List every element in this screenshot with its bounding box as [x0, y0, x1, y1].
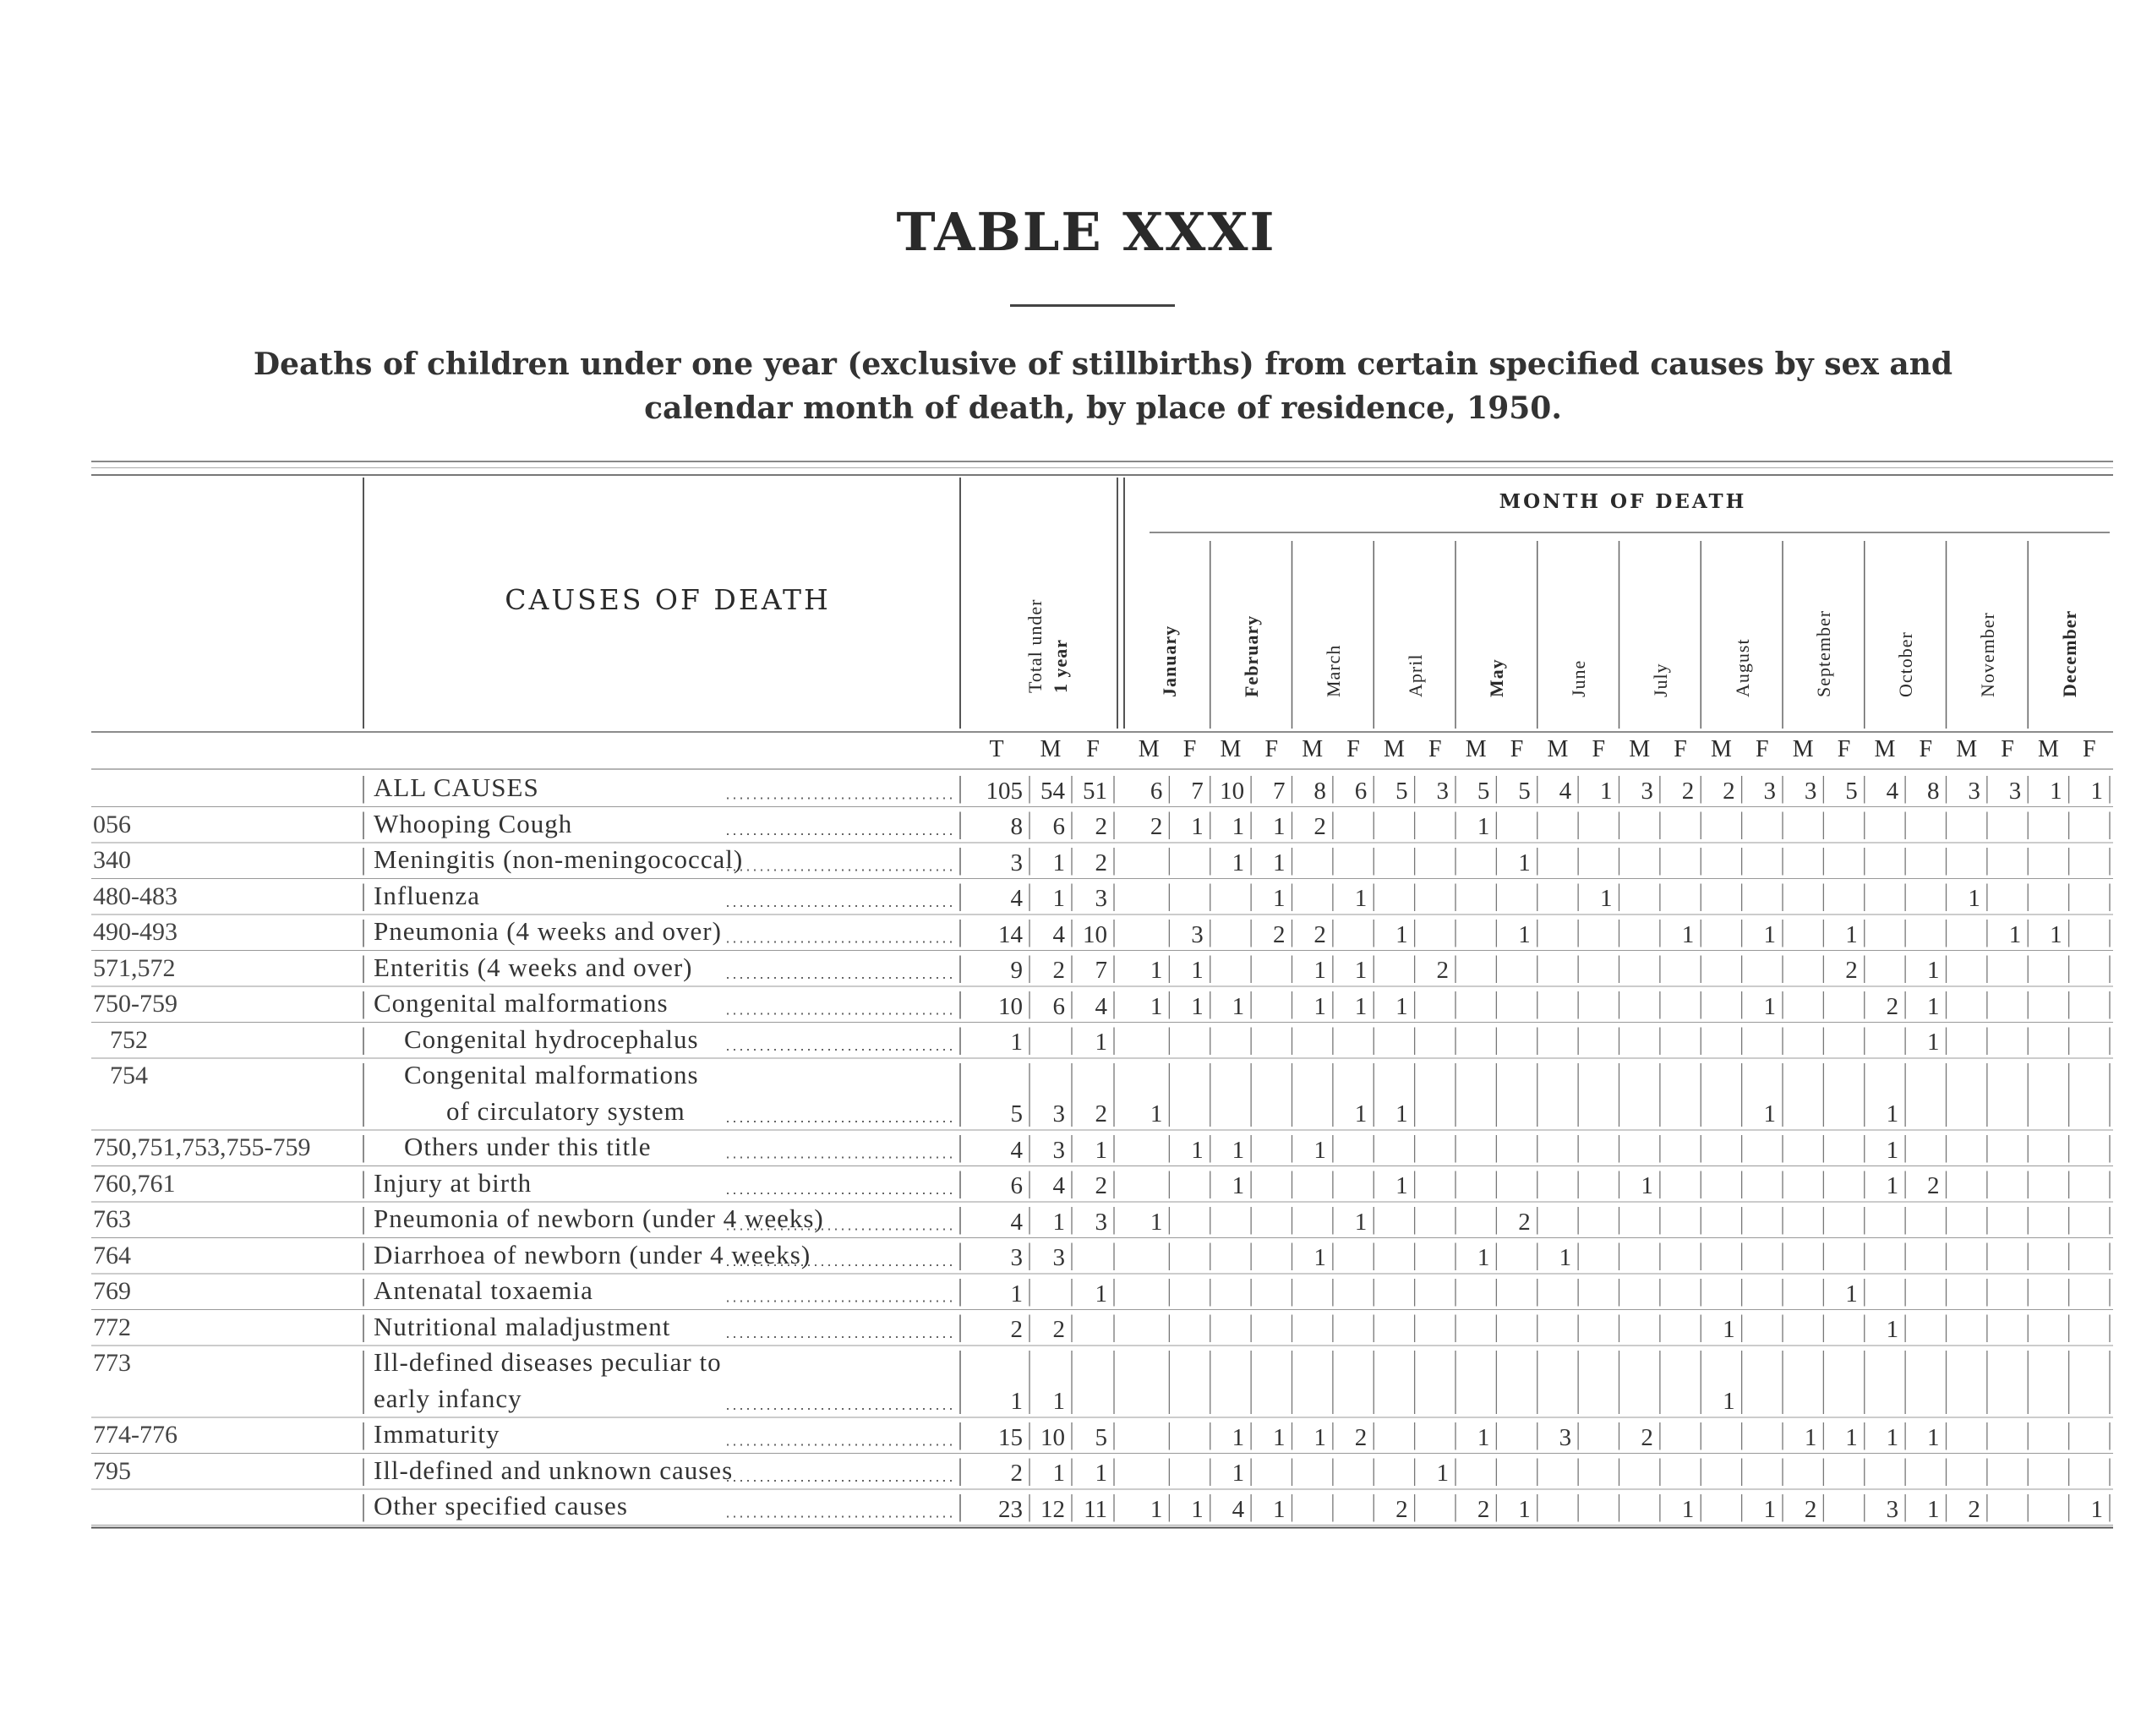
value-cell: 1	[1232, 849, 1245, 876]
row-cause: Whooping Cough	[374, 808, 573, 838]
value-cell: 1	[1354, 1208, 1368, 1236]
row-code: 340	[93, 846, 131, 874]
value-cell: 1	[1095, 1460, 1107, 1487]
value-cell: 6	[1052, 813, 1065, 840]
month-label-march: March	[1322, 644, 1344, 697]
value-cell: 4	[1559, 777, 1572, 805]
month-of-death-header: MONTH OF DEATH	[1499, 490, 1747, 513]
value-cell: 1	[1477, 1244, 1490, 1271]
value-cell: 1	[1681, 1495, 1695, 1523]
subheader-december-f: F	[2083, 736, 2096, 762]
month-label-october: October	[1895, 631, 1917, 697]
value-cell: 1	[1150, 1208, 1163, 1236]
value-cell: 1	[1052, 1208, 1065, 1236]
row-cause: Nutritional maladjustment	[374, 1311, 671, 1341]
one-year-label: 1 year	[1050, 638, 1071, 693]
row-cause: Antenatal toxaemia	[374, 1275, 593, 1305]
value-cell: 2	[1723, 777, 1735, 805]
value-cell: 1	[1354, 885, 1368, 912]
value-cell: 10	[1040, 1423, 1065, 1451]
row-code: 764	[93, 1241, 131, 1269]
value-cell: 5	[1845, 777, 1858, 805]
month-label-april: April	[1404, 653, 1426, 697]
value-cell: 1	[1354, 1100, 1368, 1127]
subheader-july-f: F	[1674, 736, 1687, 762]
value-cell: 4	[1010, 1208, 1023, 1236]
value-cell: 3	[1191, 920, 1204, 948]
value-cell: 3	[1052, 1100, 1065, 1127]
row-cause: Ill-defined and unknown causes	[374, 1455, 734, 1485]
value-cell: 1	[1886, 1423, 1899, 1451]
value-cell: 54	[1040, 777, 1065, 805]
subtitle-line-2: calendar month of death, by place of residence, 1950.	[644, 390, 1562, 426]
value-cell: 3	[1095, 885, 1107, 912]
value-cell: 1	[1927, 1423, 1940, 1451]
value-cell: 1	[2090, 777, 2103, 805]
value-cell: 1	[1191, 992, 1204, 1020]
row-code: 750,751,753,755-759	[93, 1133, 311, 1161]
value-cell: 4	[1095, 992, 1107, 1020]
value-cell: 1	[1354, 992, 1368, 1020]
value-cell: 7	[1191, 777, 1204, 805]
month-label-december: December	[2058, 609, 2080, 697]
subheader-april-m: M	[1383, 736, 1405, 762]
value-cell: 8	[1927, 777, 1940, 805]
value-cell: 23	[998, 1495, 1023, 1523]
value-cell: 1	[1150, 957, 1163, 984]
value-cell: 4	[1010, 885, 1023, 912]
row-cause-cont: of circulatory system	[446, 1095, 685, 1126]
value-cell: 1	[1845, 1423, 1858, 1451]
value-cell: 1	[1886, 1136, 1899, 1164]
subheader-may-f: F	[1510, 736, 1524, 762]
value-cell: 7	[1273, 777, 1286, 805]
value-cell: 1	[1232, 1423, 1245, 1451]
value-cell: 1	[2050, 777, 2062, 805]
value-cell: 6	[1354, 777, 1368, 805]
subheader-march-f: F	[1346, 736, 1360, 762]
value-cell: 2	[1681, 777, 1695, 805]
month-label-november: November	[1976, 612, 1998, 697]
value-cell: 6	[1150, 777, 1163, 805]
value-cell: 12	[1040, 1495, 1065, 1523]
value-cell: 3	[1095, 1208, 1107, 1236]
value-cell: 2	[1395, 1495, 1408, 1523]
value-cell: 3	[1763, 777, 1776, 805]
value-cell: 1	[1763, 920, 1776, 948]
value-cell: 1	[1095, 1136, 1107, 1164]
row-cause: Congenital malformations	[404, 1060, 699, 1089]
row-cause: Other specified causes	[374, 1491, 628, 1520]
value-cell: 1	[1095, 1280, 1107, 1307]
value-cell: 1	[1232, 992, 1245, 1020]
value-cell: 2	[1095, 1100, 1107, 1127]
value-cell: 1	[1150, 1495, 1163, 1523]
row-code: 750-759	[93, 990, 178, 1018]
value-cell: 4	[1232, 1495, 1245, 1523]
value-cell: 2	[1886, 992, 1899, 1020]
subheader-february-f: F	[1264, 736, 1279, 762]
value-cell: 1	[1886, 1316, 1899, 1343]
row-cause: Congenital malformations	[374, 988, 669, 1018]
value-cell: 51	[1083, 777, 1107, 805]
row-cause: Pneumonia (4 weeks and over)	[374, 916, 722, 946]
row-code: 772	[93, 1313, 131, 1341]
value-cell: 1	[1273, 1423, 1286, 1451]
value-cell: 1	[1232, 813, 1245, 840]
value-cell: 10	[1220, 777, 1245, 805]
row-code: 754	[110, 1062, 148, 1089]
value-cell: 4	[1052, 920, 1065, 948]
row-cause: Diarrhoea of newborn (under 4 weeks)	[374, 1239, 811, 1269]
value-cell: 1	[1968, 885, 1980, 912]
value-cell: 1	[1763, 1495, 1776, 1523]
value-cell: 3	[1436, 777, 1449, 805]
row-cause: Congenital hydrocephalus	[404, 1024, 699, 1054]
row-code: 752	[110, 1025, 148, 1054]
value-cell: 1	[1927, 957, 1940, 984]
value-cell: 1	[1232, 1136, 1245, 1164]
value-cell: 5	[1518, 777, 1531, 805]
value-cell: 1	[1395, 1100, 1408, 1127]
row-cause-cont: early infancy	[374, 1383, 522, 1413]
value-cell: 1	[1477, 813, 1490, 840]
value-cell: 14	[998, 920, 1023, 948]
value-cell: 10	[998, 992, 1023, 1020]
value-cell: 1	[1927, 1495, 1940, 1523]
value-cell: 2	[1314, 920, 1326, 948]
value-cell: 8	[1314, 777, 1326, 805]
value-cell: 3	[1886, 1495, 1899, 1523]
value-cell: 1	[1150, 992, 1163, 1020]
table-title: TABLE XXXI	[896, 201, 1276, 263]
value-cell: 1	[1395, 992, 1408, 1020]
row-cause: ALL CAUSES	[374, 772, 539, 802]
value-cell: 2	[1927, 1172, 1940, 1199]
value-cell: 1	[1314, 1244, 1326, 1271]
value-cell: 1	[1273, 1495, 1286, 1523]
value-cell: 1	[1477, 1423, 1490, 1451]
row-cause: Others under this title	[404, 1132, 652, 1161]
row-cause: Ill-defined diseases peculiar to	[374, 1347, 722, 1377]
value-cell: 1	[1641, 1172, 1653, 1199]
month-label-january: January	[1159, 625, 1181, 697]
value-cell: 1	[1273, 849, 1286, 876]
value-cell: 1	[1191, 1495, 1204, 1523]
value-cell: 1	[1010, 1029, 1023, 1056]
value-cell: 8	[1010, 813, 1023, 840]
value-cell: 1	[1052, 885, 1065, 912]
row-code: 760,761	[93, 1169, 176, 1198]
subheader-june-f: F	[1592, 736, 1606, 762]
value-cell: 2	[1052, 1316, 1065, 1343]
value-cell: 1	[1150, 1100, 1163, 1127]
value-cell: 2	[1095, 813, 1107, 840]
month-label-may: May	[1486, 658, 1508, 697]
subheader-march-m: M	[1302, 736, 1324, 762]
value-cell: 1	[1436, 1460, 1449, 1487]
value-cell: 2	[1804, 1495, 1817, 1523]
row-code: 773	[93, 1349, 131, 1377]
value-cell: 3	[1052, 1244, 1065, 1271]
value-cell: 2	[1968, 1495, 1980, 1523]
value-cell: 1	[1559, 1244, 1572, 1271]
value-cell: 3	[1559, 1423, 1572, 1451]
value-cell: 5	[1010, 1100, 1023, 1127]
value-cell: 3	[1968, 777, 1980, 805]
value-cell: 4	[1052, 1172, 1065, 1199]
value-cell: 3	[1804, 777, 1817, 805]
value-cell: 4	[1010, 1136, 1023, 1164]
value-cell: 1	[1845, 1280, 1858, 1307]
subheader-february-m: M	[1220, 736, 1242, 762]
value-cell: 2	[1010, 1460, 1023, 1487]
value-cell: 4	[1886, 777, 1899, 805]
subheader-august-m: M	[1710, 736, 1732, 762]
value-cell: 1	[1273, 885, 1286, 912]
value-cell: 1	[1723, 1316, 1735, 1343]
row-cause: Injury at birth	[374, 1167, 532, 1198]
subheader-january-f: F	[1182, 736, 1197, 762]
value-cell: 2	[1095, 1172, 1107, 1199]
value-cell: 1	[1191, 957, 1204, 984]
value-cell: 1	[1052, 1460, 1065, 1487]
value-cell: 2	[1150, 813, 1163, 840]
subheader-october-f: F	[1919, 736, 1933, 762]
value-cell: 2	[1273, 920, 1286, 948]
row-code: 056	[93, 810, 131, 838]
value-cell: 5	[1095, 1423, 1107, 1451]
value-cell: 1	[1273, 813, 1286, 840]
total-under-label: Total under	[1024, 598, 1046, 693]
row-cause: Enteritis (4 weeks and over)	[374, 952, 693, 982]
month-label-september: September	[1813, 609, 1835, 697]
value-cell: 1	[2090, 1495, 2103, 1523]
value-cell: 2	[1845, 957, 1858, 984]
value-cell: 1	[1232, 1460, 1245, 1487]
subheader-t: T	[989, 736, 1004, 762]
value-cell: 1	[1395, 1172, 1408, 1199]
value-cell: 1	[1723, 1388, 1735, 1415]
subheader-may-m: M	[1465, 736, 1487, 762]
subheader-december-m: M	[2037, 736, 2059, 762]
row-code: 480-483	[93, 882, 178, 910]
value-cell: 2	[1095, 849, 1107, 876]
subheader-july-m: M	[1629, 736, 1651, 762]
value-cell: 2	[1641, 1423, 1653, 1451]
value-cell: 1	[1354, 957, 1368, 984]
value-cell: 1	[1600, 885, 1613, 912]
value-cell: 1	[1927, 992, 1940, 1020]
month-label-february: February	[1241, 614, 1263, 697]
row-cause: Meningitis (non-meningococcal)	[374, 844, 744, 874]
value-cell: 105	[986, 777, 1023, 805]
subheader-october-m: M	[1874, 736, 1896, 762]
value-cell: 1	[1191, 813, 1204, 840]
value-cell: 11	[1084, 1495, 1107, 1523]
row-cause: Pneumonia of newborn (under 4 weeks)	[374, 1204, 824, 1233]
value-cell: 3	[1641, 777, 1653, 805]
row-code: 769	[93, 1277, 131, 1305]
subheader-september-m: M	[1792, 736, 1814, 762]
value-cell: 3	[1052, 1136, 1065, 1164]
value-cell: 1	[1314, 957, 1326, 984]
value-cell: 5	[1477, 777, 1490, 805]
value-cell: 10	[1083, 920, 1107, 948]
subheader-november-m: M	[1956, 736, 1978, 762]
subheader-january-m: M	[1138, 736, 1160, 762]
row-code: 763	[93, 1205, 131, 1233]
value-cell: 1	[1052, 1388, 1065, 1415]
row-code: 571,572	[93, 953, 176, 982]
value-cell: 6	[1052, 992, 1065, 1020]
value-cell: 1	[1886, 1100, 1899, 1127]
value-cell: 1	[1314, 1423, 1326, 1451]
row-cause: Immaturity	[374, 1419, 500, 1449]
value-cell: 1	[1232, 1172, 1245, 1199]
month-label-july: July	[1649, 663, 1671, 697]
value-cell: 1	[2008, 920, 2022, 948]
row-cause: Influenza	[374, 880, 481, 910]
value-cell: 1	[1763, 992, 1776, 1020]
value-cell: 2	[1518, 1208, 1531, 1236]
value-cell: 15	[998, 1423, 1023, 1451]
subheader-august-f: F	[1756, 736, 1769, 762]
value-cell: 1	[1518, 920, 1531, 948]
value-cell: 1	[1518, 1495, 1531, 1523]
value-cell: 6	[1010, 1172, 1023, 1199]
subheader-m: M	[1040, 736, 1062, 762]
causes-header: CAUSES OF DEATH	[505, 583, 831, 616]
value-cell: 2	[1477, 1495, 1490, 1523]
value-cell: 3	[2008, 777, 2022, 805]
subtitle-line-1: Deaths of children under one year (exclusive of stillbirths) from certain specified causes by sex and	[253, 347, 1953, 382]
value-cell: 1	[1763, 1100, 1776, 1127]
value-cell: 1	[1886, 1172, 1899, 1199]
month-label-june: June	[1568, 659, 1590, 697]
value-cell: 1	[1010, 1388, 1023, 1415]
value-cell: 1	[1052, 849, 1065, 876]
value-cell: 1	[1314, 1136, 1326, 1164]
value-cell: 1	[1600, 777, 1613, 805]
value-cell: 9	[1010, 957, 1023, 984]
value-cell: 7	[1095, 957, 1107, 984]
row-code: 490-493	[93, 918, 178, 946]
value-cell: 1	[1804, 1423, 1817, 1451]
value-cell: 1	[1395, 920, 1408, 948]
month-label-august: August	[1731, 638, 1753, 697]
value-cell: 2	[1010, 1316, 1023, 1343]
value-cell: 1	[1095, 1029, 1107, 1056]
value-cell: 3	[1010, 849, 1023, 876]
value-cell: 2	[1354, 1423, 1368, 1451]
value-cell: 5	[1395, 777, 1408, 805]
subheader-f: F	[1086, 736, 1100, 762]
row-code: 774-776	[93, 1421, 178, 1449]
subheader-september-f: F	[1837, 736, 1851, 762]
value-cell: 1	[1191, 1136, 1204, 1164]
value-cell: 1	[1314, 992, 1326, 1020]
value-cell: 2	[1052, 957, 1065, 984]
subheader-november-f: F	[2001, 736, 2014, 762]
value-cell: 2	[1314, 813, 1326, 840]
value-cell: 1	[1845, 920, 1858, 948]
value-cell: 2	[1436, 957, 1449, 984]
value-cell: 3	[1010, 1244, 1023, 1271]
value-cell: 1	[1010, 1280, 1023, 1307]
value-cell: 1	[1681, 920, 1695, 948]
subheader-april-f: F	[1428, 736, 1442, 762]
value-cell: 1	[1518, 849, 1531, 876]
value-cell: 1	[1927, 1029, 1940, 1056]
value-cell: 1	[2050, 920, 2062, 948]
row-code: 795	[93, 1456, 131, 1485]
subheader-june-m: M	[1547, 736, 1569, 762]
